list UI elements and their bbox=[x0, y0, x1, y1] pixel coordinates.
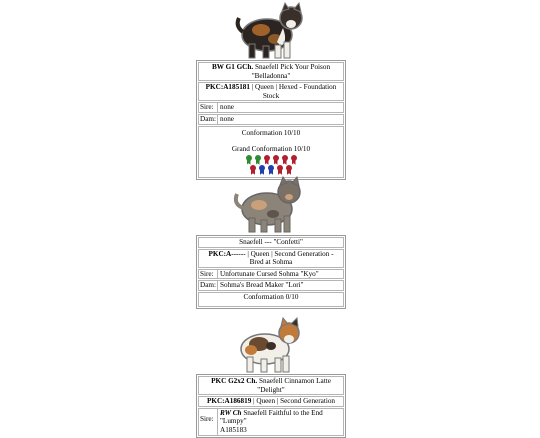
ribbon-icon bbox=[291, 155, 297, 164]
reg-desc: | Queen | Second Generation bbox=[253, 397, 336, 406]
sire-value: Snaefell Faithful to the End "Lumpy" bbox=[220, 408, 323, 426]
conformation-block bbox=[198, 292, 344, 307]
reg-desc: | Queen | Hexed - Foundation Stock bbox=[251, 83, 337, 100]
cat-title-prefix: BW G1 GCh. bbox=[211, 63, 254, 71]
ribbon-icon bbox=[286, 165, 292, 174]
cat-card-belladonna bbox=[196, 60, 346, 180]
dam-row bbox=[198, 114, 344, 125]
sire-row bbox=[198, 408, 344, 436]
cat-registration bbox=[198, 249, 344, 268]
dam-value: Sohma's Bread Maker "Lori" bbox=[220, 281, 304, 290]
ribbon-row-2 bbox=[199, 165, 343, 174]
sire-value: none bbox=[220, 103, 234, 112]
ribbon-icon bbox=[268, 165, 274, 174]
cat-photo-delight bbox=[197, 316, 344, 374]
cat-registration bbox=[198, 82, 344, 101]
cat-card-delight bbox=[196, 374, 346, 438]
ribbon-icon bbox=[255, 155, 261, 164]
cat-card-confetti bbox=[196, 235, 346, 309]
conformation-block bbox=[198, 126, 344, 178]
cat-photo-belladonna bbox=[197, 2, 344, 60]
cat-title bbox=[198, 237, 344, 248]
cat-title-name: Snaefell Cinnamon Latte "Delight" bbox=[257, 377, 331, 394]
ribbon-icon bbox=[264, 155, 270, 164]
cat-registration bbox=[198, 396, 344, 407]
conformation-text: Conformation 0/10 bbox=[243, 292, 299, 301]
sire-reg: A185183 bbox=[220, 425, 247, 434]
reg-id: PKC:A------ bbox=[208, 249, 246, 258]
reg-desc: | Queen | Second Generation - Bred at Sohma bbox=[247, 249, 334, 267]
conformation-text: Conformation 10/10 bbox=[241, 128, 301, 137]
ribbon-icon bbox=[277, 165, 283, 174]
dam-value: none bbox=[220, 114, 234, 123]
cat-title-name: Snaefell Pick Your Poison "Belladonna" bbox=[251, 63, 331, 80]
sire-row bbox=[198, 102, 344, 113]
dam-label: Dam: bbox=[199, 115, 218, 124]
grand-conformation-text: Grand Conformation 10/10 bbox=[231, 145, 311, 154]
ribbon-icon bbox=[246, 155, 252, 164]
reg-id: PKC:A186819 bbox=[206, 397, 252, 406]
reg-id: PKC:A185181 bbox=[205, 83, 250, 92]
cat-title bbox=[198, 62, 344, 81]
dam-label: Dam: bbox=[199, 281, 218, 290]
dam-row bbox=[198, 280, 344, 291]
cat-title bbox=[198, 376, 344, 395]
sire-label: Sire: bbox=[199, 270, 218, 279]
ribbon-icon bbox=[250, 165, 256, 174]
cat-photo-confetti bbox=[197, 176, 344, 234]
sire-prefix: RW Ch bbox=[220, 408, 242, 417]
ribbon-icon bbox=[259, 165, 265, 174]
sire-value: Unfortunate Cursed Sohma "Kyo" bbox=[220, 269, 319, 278]
sire-label: Sire: bbox=[199, 409, 218, 435]
cat-title-name: Snaefell --- "Confetti" bbox=[239, 238, 303, 246]
sire-row bbox=[198, 269, 344, 280]
sire-label: Sire: bbox=[199, 103, 218, 112]
ribbon-icon bbox=[282, 155, 288, 164]
cat-title-prefix: PKC G2x2 Ch. bbox=[211, 377, 258, 385]
ribbon-row-1 bbox=[199, 155, 343, 164]
sire-value-cell bbox=[218, 409, 343, 435]
ribbon-icon bbox=[273, 155, 279, 164]
